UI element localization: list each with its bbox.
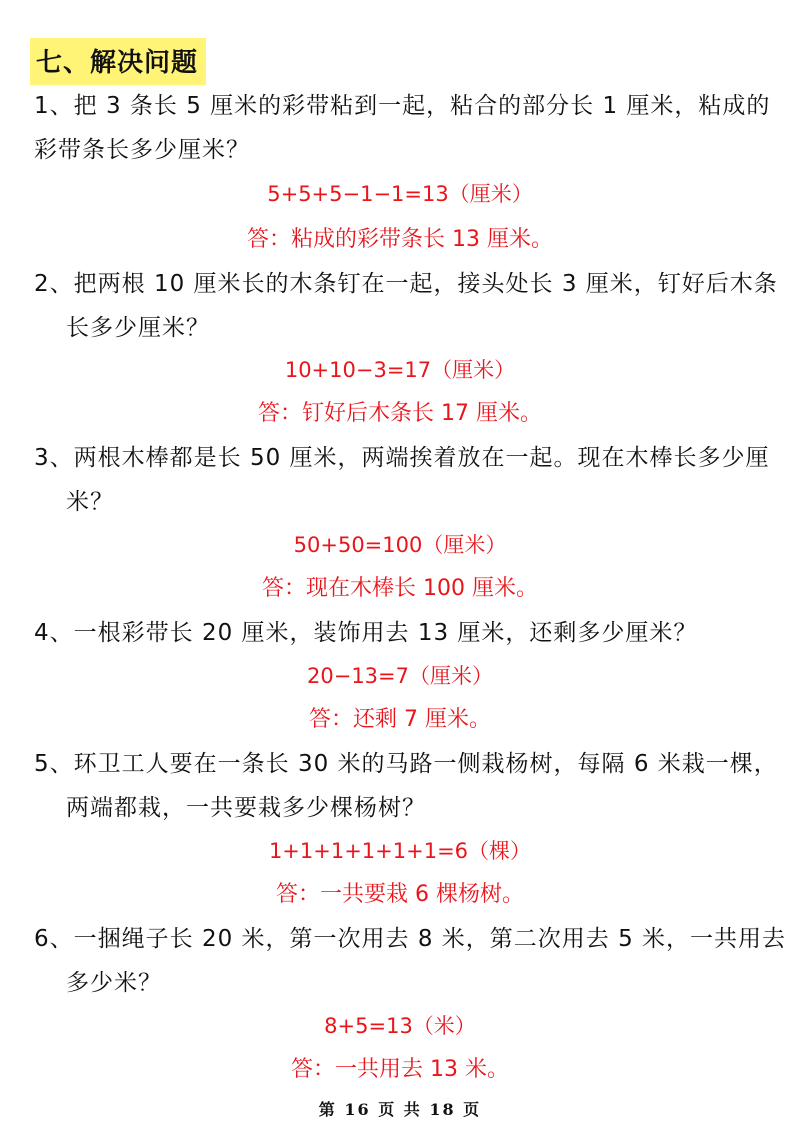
problem-2-line-1: 2、把两根 10 厘米长的木条钉在一起，接头处长 3 厘米，钉好后木条	[34, 271, 778, 297]
problem-5-line-2: 两端都栽，一共要栽多少棵杨树？	[66, 795, 426, 821]
problem-1	[34, 84, 769, 172]
problem-4-answer: 答：还剩 7 厘米。	[309, 707, 491, 732]
problem-1-formula: 5+5+5−1−1=13（厘米）	[267, 182, 533, 206]
problem-2-line-2: 长多少厘米？	[66, 315, 210, 341]
problem-6-answer: 答：一共用去 13 米。	[291, 1057, 509, 1082]
problem-3-line-1: 3、两根木棒都是长 50 厘米，两端挨着放在一起。现在木棒长多少厘	[34, 445, 770, 471]
problem-3-answer: 答：现在木棒长 100 厘米。	[262, 576, 538, 601]
problem-3-line-2: 米？	[66, 489, 114, 515]
problem-5-answer: 答：一共要栽 6 棵杨树。	[276, 882, 524, 907]
problem-4-formula: 20−13=7（厘米）	[307, 664, 493, 688]
problem-2-formula: 10+10−3=17（厘米）	[284, 358, 516, 382]
problem-3-formula: 50+50=100（厘米）	[293, 533, 507, 557]
problem-6-formula: 8+5=13（米）	[324, 1014, 476, 1038]
problem-5	[34, 742, 778, 830]
problem-3	[34, 436, 769, 524]
problem-1-line-1: 1、把 3 条长 5 厘米的彩带粘到一起，粘合的部分长 1 厘米，粘成的	[34, 93, 771, 119]
problem-2-answer: 答：钉好后木条长 17 厘米。	[258, 401, 542, 426]
problem-6-line-1: 6、一捆绳子长 20 米，第一次用去 8 米，第二次用去 5 米，一共用去	[34, 926, 787, 952]
problem-1-line-2: 彩带条长多少厘米？	[34, 137, 250, 163]
problem-2	[34, 262, 778, 350]
problem-6-line-2: 多少米？	[66, 970, 162, 996]
problem-5-line-1: 5、环卫工人要在一条长 30 米的马路一侧栽杨树，每隔 6 米栽一棵，	[34, 751, 778, 777]
problem-4	[34, 611, 769, 655]
section-title: 七、解决问题	[30, 38, 206, 85]
problem-1-answer: 答：粘成的彩带条长 13 厘米。	[247, 227, 553, 252]
problem-6	[34, 917, 787, 1005]
problem-5-formula: 1+1+1+1+1+1=6（棵）	[268, 839, 532, 863]
problem-4-line-1: 4、一根彩带长 20 厘米，装饰用去 13 厘米，还剩多少厘米？	[34, 620, 698, 646]
page-number-footer: 第 16 页 共 18 页	[318, 1100, 482, 1119]
